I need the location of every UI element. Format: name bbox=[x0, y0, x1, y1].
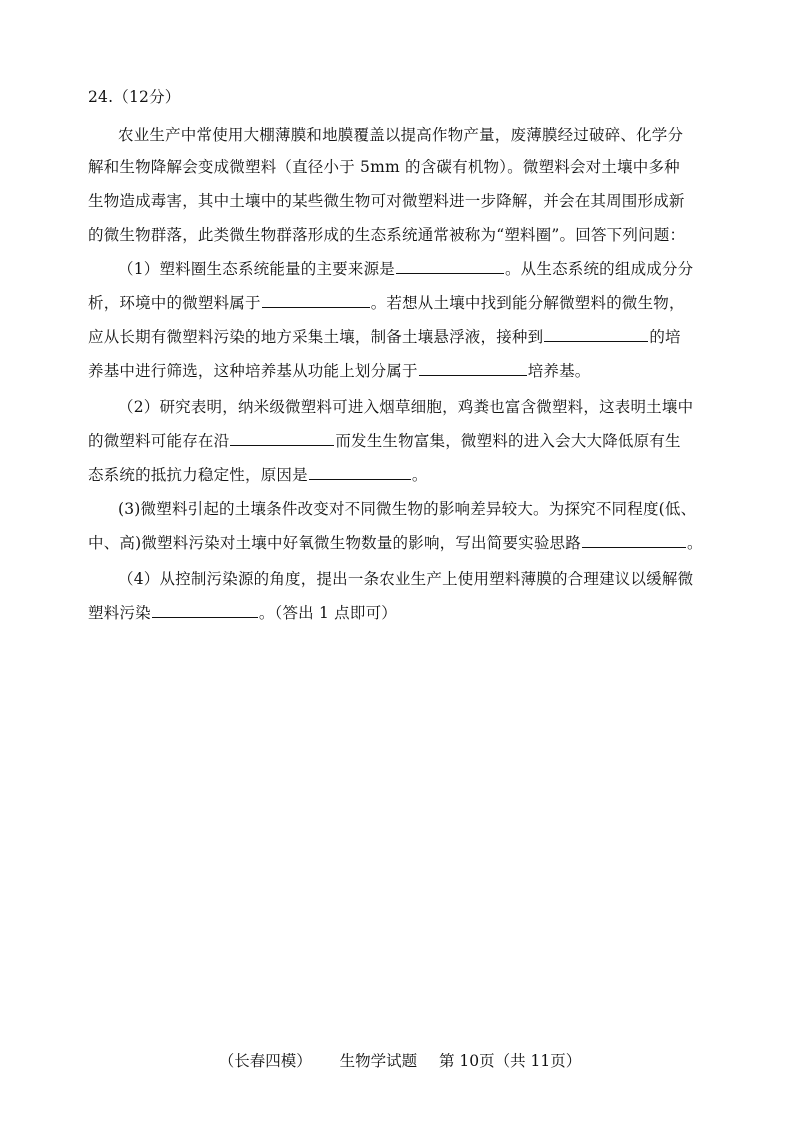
answer-blank-1[interactable] bbox=[396, 259, 504, 274]
answer-blank-4[interactable] bbox=[419, 361, 527, 376]
answer-blank-6[interactable] bbox=[309, 465, 411, 480]
part4-line-2: 塑料污染 。（答出 1 点即可） bbox=[88, 604, 397, 622]
part2-line-3: 态系统的抵抗力稳定性，原因是 。 bbox=[88, 466, 428, 484]
page-footer bbox=[0, 1050, 800, 1072]
answer-blank-3[interactable] bbox=[544, 327, 648, 342]
footer-exam-name: （长春四模） bbox=[218, 1052, 312, 1070]
part1-line-3: 应从长期有微塑料污染的地方采集土壤，制备土壤悬浮液，接种到 的培 bbox=[88, 328, 681, 346]
part1-line-2: 析，环境中的微塑料属于 。若想从土壤中找到能分解微塑料的微生物， bbox=[88, 294, 685, 312]
intro-line-3: 生物造成毒害，其中土壤中的某些微生物可对微塑料进一步降解，并会在其周围形成新 bbox=[88, 192, 685, 210]
intro-line-4: 的微生物群落，此类微生物群落形成的生态系统通常被称为“塑料圈”。回答下列问题： bbox=[88, 226, 686, 244]
part4-line-1: （4）从控制污染源的角度，提出一条农业生产上使用塑料薄膜的合理建议以缓解微 bbox=[118, 570, 694, 588]
part1-line-4: 养基中进行筛选，这种培养基从功能上划分属于 培养基。 bbox=[88, 362, 591, 380]
part2-line-1: （2）研究表明，纳米级微塑料可进入烟草细胞，鸡粪也富含微塑料，这表明土壤中 bbox=[118, 398, 694, 416]
answer-blank-8[interactable] bbox=[152, 603, 258, 618]
answer-blank-2[interactable] bbox=[262, 293, 370, 308]
intro-line-1: 农业生产中常使用大棚薄膜和地膜覆盖以提高作物产量，废薄膜经过破碎、化学分 bbox=[118, 126, 684, 144]
part1-line-1: （1）塑料圈生态系统能量的主要来源是 。从生态系统的组成成分分 bbox=[118, 260, 694, 278]
part3-line-1: (3)微塑料引起的土壤条件改变对不同微生物的影响差异较大。为探究不同程度(低、 bbox=[118, 500, 697, 518]
footer-subject: 生物学试题 bbox=[339, 1052, 418, 1070]
answer-blank-5[interactable] bbox=[230, 431, 334, 446]
intro-line-2: 解和生物降解会变成微塑料（直径小于 5mm 的含碳有机物）。微塑料会对土壤中多种 bbox=[88, 158, 680, 176]
part3-line-2: 中、高)微塑料污染对土壤中好氧微生物数量的影响，写出简要实验思路 。 bbox=[88, 534, 703, 552]
part2-line-2: 的微塑料可能存在沿 而发生生物富集，微塑料的进入会大大降低原有生 bbox=[88, 432, 681, 450]
answer-blank-7[interactable] bbox=[582, 533, 686, 548]
question-number: 24.（12分） bbox=[88, 88, 181, 106]
footer-page-number: 第 10页（共 11页） bbox=[438, 1052, 582, 1070]
